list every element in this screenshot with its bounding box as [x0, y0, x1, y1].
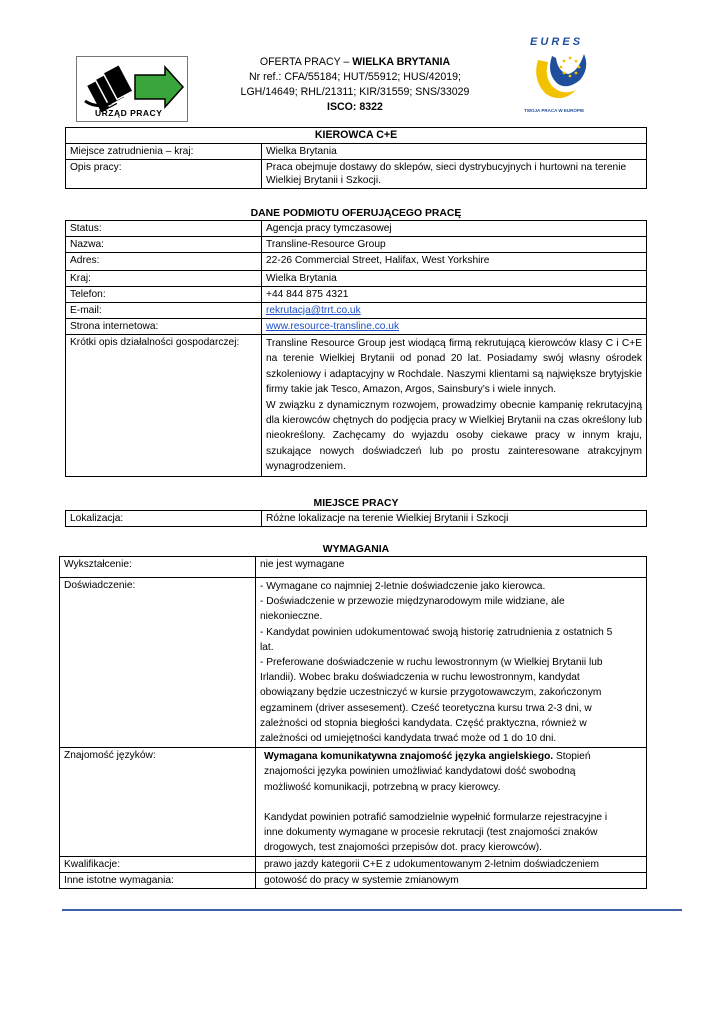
qualifications-label: Kwalifikacje:	[60, 857, 256, 873]
location-label: Lokalizacja:	[66, 511, 262, 527]
languages-requirement-text: Stopień znajomości języka powinien umożliwiać kandydatowi dość swobodną możliwość komunikacji, potrzebną w pracy kierowcy.	[264, 751, 591, 793]
website-link[interactable]: www.resource-transline.co.uk	[266, 321, 400, 332]
eures-tagline: TWOJA PRACA W EUROPIE	[524, 108, 585, 113]
languages-requirement-bold: Wymagana komunikatywna znajomość języka angielskiego.	[264, 751, 554, 763]
eures-title: E U R E S	[530, 36, 581, 48]
status-label: Status:	[66, 221, 262, 237]
location-value: Różne lokalizacje na terenie Wielkiej Brytanii i Szkocji	[262, 511, 647, 527]
job-country-label: Miejsce zatrudnienia – kraj:	[66, 144, 262, 160]
list-item: - Kandydat powinien udokumentować swoją historię zatrudnienia z ostatnich 5 lat.	[260, 626, 613, 653]
education-label: Wykształcenie:	[60, 557, 256, 578]
eures-logo	[520, 36, 602, 114]
requirements-table	[59, 556, 647, 889]
other-requirements-value: gotowość do pracy w systemie zmianowym	[256, 873, 647, 889]
requirements-section-title: WYMAGANIA	[322, 544, 390, 555]
employer-section-title: DANE PODMIOTU OFERUJĄCEGO PRACĘ	[250, 208, 462, 219]
location-section-title: MIEJSCE PRACY	[313, 498, 399, 509]
eures-emblem-icon	[528, 50, 594, 102]
phone-value: +44 844 875 4321	[262, 287, 647, 303]
urzad-pracy-logo	[76, 56, 188, 122]
business-description-label: Krótki opis działalności gospodarczej:	[66, 335, 262, 477]
website-label: Strona internetowa:	[66, 319, 262, 335]
job-title: KIEROWCA C+E	[66, 128, 647, 144]
offer-title-country: WIELKA BRYTANIA	[352, 56, 451, 68]
footer-divider	[62, 909, 682, 911]
address-value: 22-26 Commercial Street, Halifax, West Yorkshire	[262, 253, 647, 271]
offer-title-line	[200, 55, 510, 70]
isco-code: ISCO: 8322	[327, 101, 383, 113]
phone-label: Telefon:	[66, 287, 262, 303]
email-link[interactable]: rekrutacja@trrt.co.uk	[266, 305, 361, 316]
job-country-value: Wielka Brytania	[262, 144, 647, 160]
name-value: Transline-Resource Group	[262, 237, 647, 253]
list-item: - Wymagane co najmniej 2-letnie doświadczenie jako kierowca.	[260, 581, 546, 592]
business-description-p2: W związku z dynamicznym rozwojem, prowadzimy obecnie kampanię rekrutacyjną dla kierowców chętnych do podjęcia pracy w Wielkiej Brytanii na czas określony lub nieokreślony. Zachęcamy do wyjazdu osoby ciekawe pracy w innym kraju, szukające nowych doświadczeń lub po prostu zainteresowane atrakcyjnym wynagrodzeniem.	[266, 399, 642, 473]
experience-list	[256, 578, 647, 748]
address-label: Adres:	[66, 253, 262, 271]
qualifications-value: prawo jazdy kategorii C+E z udokumentowanym 2-letnim doświadczeniem	[256, 857, 647, 873]
logo-label: URZĄD PRACY	[95, 108, 163, 118]
job-description-label: Opis pracy:	[66, 160, 262, 189]
experience-label: Doświadczenie:	[60, 578, 256, 748]
offer-header	[200, 55, 510, 115]
country-value: Wielka Brytania	[262, 271, 647, 287]
employer-table	[65, 220, 647, 477]
reference-line-1: Nr ref.: CFA/55184; HUT/55912; HUS/42019;	[249, 71, 461, 83]
offer-title-prefix: OFERTA PRACY –	[259, 56, 353, 68]
email-label: E-mail:	[66, 303, 262, 319]
name-label: Nazwa:	[66, 237, 262, 253]
languages-forms-text: Kandydat powinien potrafić samodzielnie wypełnić formularze rejestracyjne i inne dokumenty wymagane w procesie rekrutacji (test znajomości znaków drogowych, test znajomości przepisów dot. pracy kierowców).	[264, 811, 608, 854]
job-description-value: Praca obejmuje dostawy do sklepów, sieci dystrybucyjnych i hurtowni na terenie Wielkiej Brytanii i Szkocji.	[262, 160, 647, 189]
education-value: nie jest wymagane	[256, 557, 647, 578]
languages-value	[256, 748, 647, 857]
location-table	[65, 510, 647, 527]
table-row	[66, 160, 647, 189]
country-label: Kraj:	[66, 271, 262, 287]
other-requirements-label: Inne istotne wymagania:	[60, 873, 256, 889]
list-item: - Preferowane doświadczenie w ruchu lewostronnym (w Wielkiej Brytanii lub Irlandii). Wobec braku doświadczenia w ruchu lewostronnym, kandydat obowiązany będzie uczestniczyć w kursie przygotowawczym, zakończonym egzaminem (driver assesement). Cześć teoretyczna kursu trwa 2-3 dni, w zależności od stopnia biegłości kandydata. Część praktyczna, również w zależności od umiejętności kandydata trwać może od 1 do 10 dni.	[260, 657, 603, 745]
status-value: Agencja pracy tymczasowej	[262, 221, 647, 237]
table-row	[66, 144, 647, 160]
reference-line-2: LGH/14649; RHL/21311; KIR/31559; SNS/33029	[240, 86, 470, 98]
list-item: - Doświadczenie w przewozie międzynarodowym mile widziane, ale niekonieczne.	[260, 596, 565, 623]
business-description-p1: Transline Resource Group jest wiodącą firmą rekrutującą kierowców klasy C i C+E na terenie Wielkiej Brytanii od ponad 20 lat. Posiadamy swój własny ośrodek szkoleniowy i adaptacyjny w Rochdale. Naszymi klientami są największe brytyjskie firmy takie jak Tesco, Amazon, Argos, Sainsbury’s i wiele innych.	[266, 338, 642, 396]
languages-label: Znajomość języków:	[60, 748, 256, 857]
job-table	[65, 127, 647, 189]
